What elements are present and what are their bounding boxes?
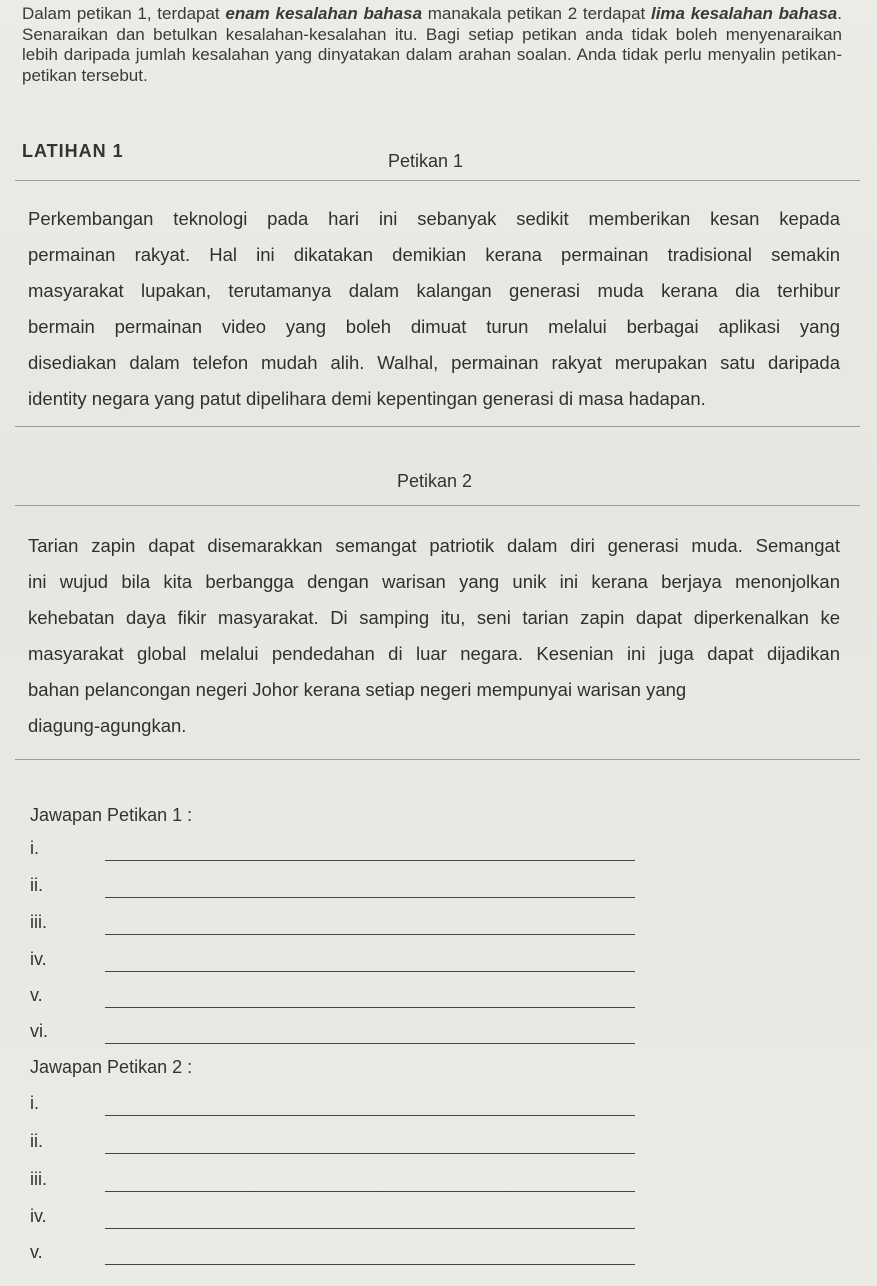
petikan2-box (15, 505, 860, 760)
instructions-emphasis-five-errors: lima kesalahan bahasa (650, 4, 838, 23)
answer-number: i. (30, 838, 39, 858)
answer-blank-line[interactable] (105, 1043, 635, 1044)
answer-blank-line[interactable] (105, 971, 635, 972)
answer1-row (30, 827, 650, 863)
instructions-emphasis-six-errors: enam kesalahan bahasa (225, 4, 423, 23)
instructions-text-part3: . Senaraikan dan betulkan kesalahan-kesalahan itu. Bagi setiap petikan anda tidak boleh menyenaraikan lebih daripada jumlah kesalahan yang dinyatakan dalam arahan soalan. Anda tidak perlu menyalin petikan-petikan tersebut. (22, 4, 842, 85)
petikan1-line: masyarakat lupakan, terutamanya dalam kalangan generasi muda kerana dia terhibur (28, 280, 840, 301)
answer1-row (30, 1010, 650, 1046)
answer-number: v. (30, 985, 43, 1005)
answer2-row (30, 1231, 650, 1267)
answers1-title: Jawapan Petikan 1 : (30, 805, 193, 825)
petikan2-line: masyarakat global melalui pendedahan di luar negara. Kesenian ini juga dapat dijadikan (28, 643, 840, 664)
answer2-row (30, 1195, 650, 1231)
answer-number: iii. (30, 912, 47, 932)
petikan2-line: Tarian zapin dapat disemarakkan semangat patriotik dalam diri generasi muda. Semangat (28, 535, 840, 556)
answer2-row (30, 1158, 650, 1194)
petikan1-line: disediakan dalam telefon mudah alih. Walhal, permainan rakyat merupakan satu daripada (28, 352, 840, 373)
answer-number: iv. (30, 949, 47, 969)
answer-blank-line[interactable] (105, 1153, 635, 1154)
answer-number: i. (30, 1093, 39, 1113)
answer-blank-line[interactable] (105, 1264, 635, 1265)
answer-blank-line[interactable] (105, 1007, 635, 1008)
petikan2-title: Petikan 2 (397, 471, 473, 491)
answer1-row (30, 938, 650, 974)
answer-blank-line[interactable] (105, 934, 635, 935)
answer1-row (30, 901, 650, 937)
answer-number: iv. (30, 1206, 47, 1226)
answer1-row (30, 974, 650, 1010)
petikan1-line: bermain permainan video yang boleh dimuat turun melalui berbagai aplikasi yang (28, 316, 840, 337)
petikan1-text (28, 201, 840, 417)
instructions-text-part1: Dalam petikan 1, terdapat (22, 4, 226, 23)
petikan2-text (28, 528, 840, 744)
answer-number: v. (30, 1242, 43, 1262)
petikan1-line: identity negara yang patut dipelihara demi kepentingan generasi di masa hadapan. (28, 388, 706, 409)
answer2-row (30, 1082, 650, 1118)
answer-number: ii. (30, 875, 43, 895)
answer-number: ii. (30, 1131, 43, 1151)
answer1-row (30, 864, 650, 900)
answer-number: iii. (30, 1169, 47, 1189)
answer-number: vi. (30, 1021, 48, 1041)
petikan1-line: Perkembangan teknologi pada hari ini sebanyak sedikit memberikan kesan kepada (28, 208, 840, 229)
petikan2-line: ini wujud bila kita berbangga dengan warisan yang unik ini kerana berjaya menonjolkan (28, 571, 840, 592)
answer-blank-line[interactable] (105, 860, 635, 861)
petikan2-line: diagung-agungkan. (28, 715, 187, 736)
answer-blank-line[interactable] (105, 897, 635, 898)
answer2-row (30, 1120, 650, 1156)
petikan1-line: permainan rakyat. Hal ini dikatakan demikian kerana permainan tradisional semakin (28, 244, 840, 265)
petikan2-line: bahan pelancongan negeri Johor kerana setiap negeri mempunyai warisan yang (28, 679, 687, 700)
answer-blank-line[interactable] (105, 1191, 635, 1192)
answers2-title: Jawapan Petikan 2 : (30, 1057, 193, 1077)
petikan1-box (15, 180, 860, 427)
exercise-title: LATIHAN 1 (22, 141, 124, 161)
instructions-paragraph (22, 4, 842, 86)
instructions-text-part2: manakala petikan 2 terdapat (422, 4, 651, 23)
answer-blank-line[interactable] (105, 1115, 635, 1116)
petikan2-line: kehebatan daya fikir masyarakat. Di samping itu, seni tarian zapin dapat diperkenalkan ke (28, 607, 840, 628)
answer-blank-line[interactable] (105, 1228, 635, 1229)
petikan1-title: Petikan 1 (388, 151, 464, 171)
